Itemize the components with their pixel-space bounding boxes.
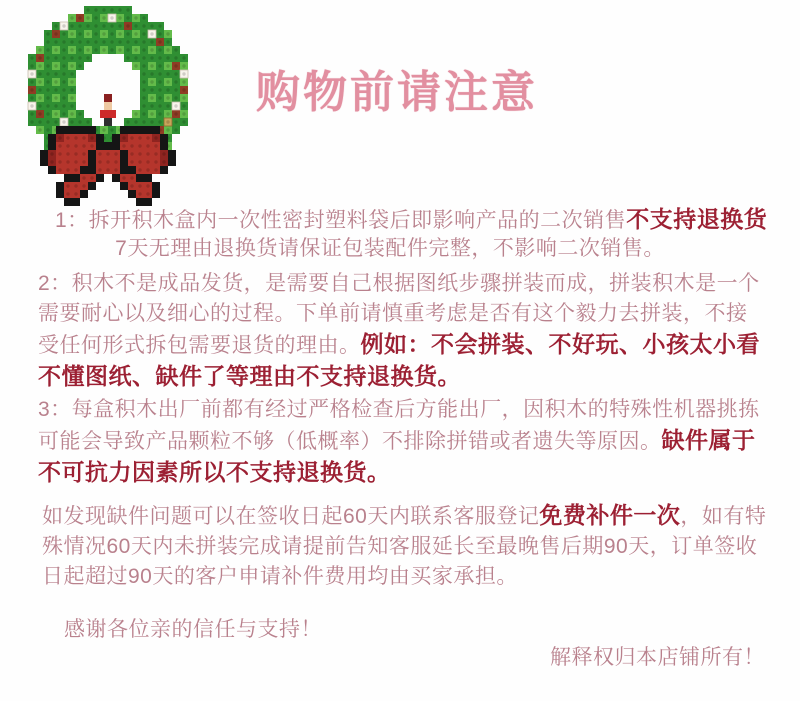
notice-1-line-1 [55, 204, 767, 236]
emphasis-text: 例如：不会拼装、不好玩、小孩太小看不懂图纸、缺件了等理由不支持退换货。 [38, 331, 760, 389]
body-text: 7天无理由退换货请保证包装配件完整，不影响二次销售。 [115, 237, 665, 260]
body-text: ，如有特殊情况60天内未拼装完成请提前告知客服延长至最晚售后期90天，订单签收日起超过90天的客户申请补件费用均由买家承担。 [42, 505, 767, 588]
emphasis-text: 免费补件一次 [539, 502, 681, 528]
body-text: 1：拆开积木盒内一次性密封塑料袋后即影响产品的二次销售 [55, 209, 627, 232]
notice-2 [38, 269, 766, 393]
wreath-pixel-art-svg [12, 6, 204, 206]
notice-1-line-2 [35, 234, 745, 264]
body-text: 如发现缺件问题可以在签收日起60天内联系客服登记 [42, 505, 540, 528]
page-title: 购物前请注意 [256, 68, 538, 117]
notice-3 [38, 395, 766, 489]
wreath-image [12, 6, 204, 206]
body-text: 2：积木不是成品发货，是需要自己根据图纸步骤拼装而成，拼装积木是一个需要耐心以及细心的过程。下单前请慎重考虑是否有这个毅力去拼装，不接受任何形式拆包需要退货的理由。 [38, 272, 760, 357]
emphasis-text: 不支持退换货 [626, 206, 768, 232]
emphasis-text: 缺件属于不可抗力因素所以不支持退换货。 [38, 427, 756, 485]
thanks-note: 感谢各位亲的信任与支持！ [64, 618, 322, 641]
body-text: 3：每盒积木出厂前都有经过严格检查后方能出厂，因积木的特殊性机器挑拣可能会导致产品颗粒不够（低概率）不排除拼错或者遗失等原因。 [38, 398, 760, 453]
rights-note: 解释权归本店铺所有！ [550, 646, 765, 669]
notice-4 [42, 500, 770, 592]
